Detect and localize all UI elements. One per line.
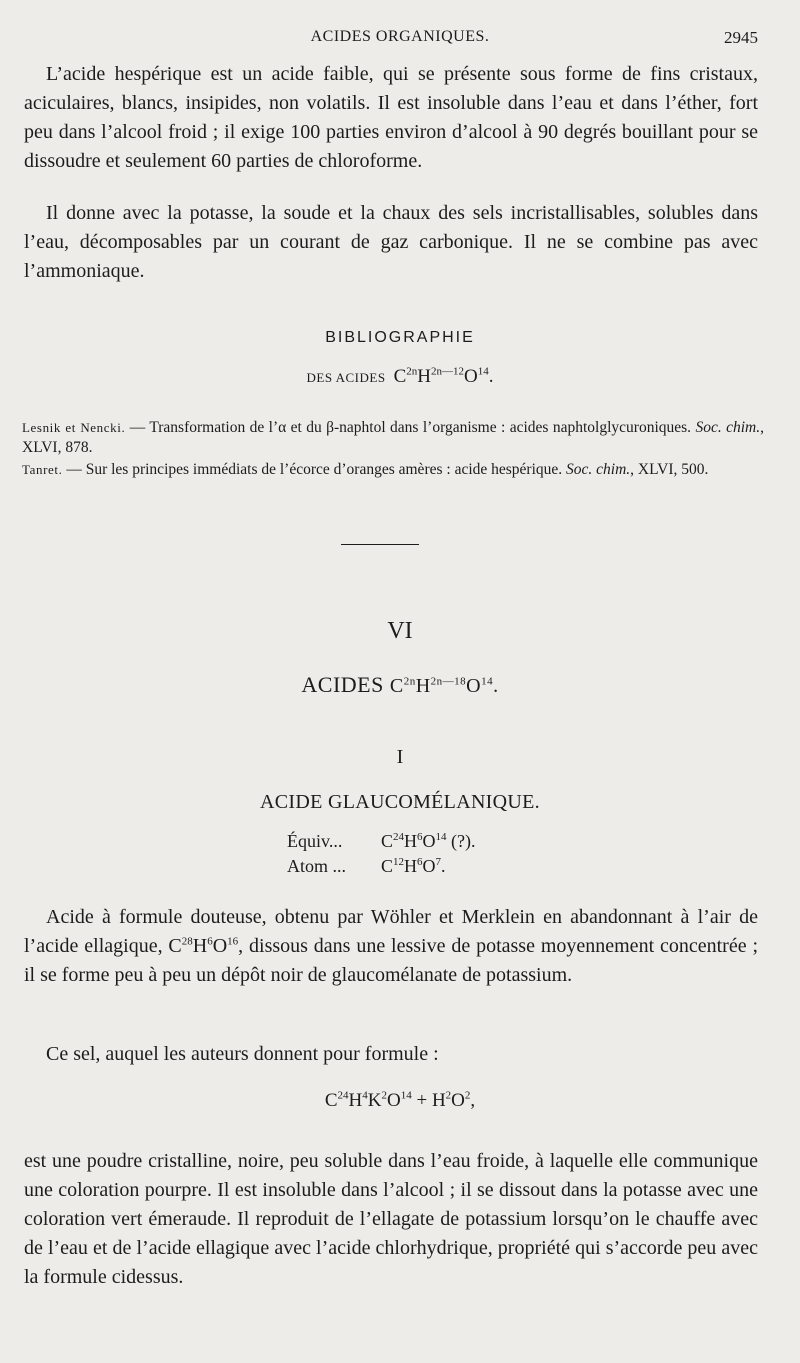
formula-row-atom: Atom ... $C^{12}H^6O^7$.	[287, 856, 446, 876]
chapter-formula: $C^{2n}H^{2n—18}O^{14}$.	[389, 675, 499, 697]
bibliography-entry: Tanret. — Sur les principes immédiats de l’écorce d’oranges amères : acide hespérique. Soc. chim., XLVI, 500.	[22, 461, 709, 478]
bibliography-author: Lesnik et Nencki.	[22, 420, 126, 435]
bibliography-heading: BIBLIOGRAPHIE	[325, 329, 475, 346]
running-title: ACIDES ORGANIQUES.	[310, 28, 490, 45]
section-divider	[341, 544, 419, 545]
paragraph-salt-intro: Ce sel, auquel les auteurs donnent pour formule :	[46, 1043, 439, 1065]
formula-row-equiv: Équiv... $C^{24}H^6O^{14}$ (?).	[287, 831, 476, 851]
chapter-numeral: VI	[387, 618, 413, 644]
bibliography-formula: $C^{2n}H^{2n—12}O^{14}$.	[393, 365, 494, 387]
journal-title: Soc. chim.	[695, 419, 761, 436]
paragraph-salt-properties: est une poudre cristalline, noire, peu soluble dans l’eau froide, à laquelle elle communique une coloration pourpre. Il est insoluble dans l’alcool ; il se dissout dans la potasse avec une coloration vert émeraude. Il reproduit de l’ellagate de potassium lorsqu’on le chauffe avec de l’eau et de l’acide ellagique avec l’acide chlorhydrique, propriété qui s’accorde peu avec la formule cidessus.	[24, 1150, 758, 1288]
bibliography-subheading	[0, 366, 800, 388]
chapter-title: ACIDES $C^{2n}H^{2n—18}O^{14}$.	[301, 672, 499, 697]
page-header	[0, 28, 800, 52]
bibliography-entry: Lesnik et Nencki. — Transformation de l’α et du β-naphtol dans l’organisme : acides naphtolglycuroniques. Soc. chim., XLVI, 878.	[22, 419, 764, 456]
salt-formula: $C^{24}H^4K^2O^{14} + H^2O^2$,	[324, 1089, 476, 1111]
paragraph-salts: Il donne avec la potasse, la soude et la chaux des sels incristallisables, solubles dans l’eau, décomposables par un courant de gaz carbonique. Il ne se combine pas avec l’ammoniaque.	[24, 202, 758, 282]
paragraph-origin: Acide à formule douteuse, obtenu par Wöhler et Merklein en abandonnant à l’air de l’acide ellagique, $C^{28}H^6O^{16}$, dissous dans une lessive de potasse moyennement concentrée ; il se forme peu à peu un dépôt noir de glaucomélanate de potassium.	[24, 906, 758, 986]
bibliography-author: Tanret.	[22, 462, 63, 477]
journal-title: Soc. chim.	[566, 461, 631, 478]
bibliography-sub-prefix: DES ACIDES	[306, 370, 386, 385]
page-number: 2945	[724, 28, 758, 47]
equivalent-formulas	[287, 829, 476, 879]
compound-title: ACIDE GLAUCOMÉLANIQUE.	[260, 791, 540, 813]
subsection-numeral: I	[396, 746, 404, 768]
paragraph-hesperique-properties: L’acide hespérique est un acide faible, qui se présente sous forme de fins cristaux, aciculaires, blancs, insipides, non volatils. Il est insoluble dans l’eau et dans l’éther, fort peu dans l’alcool froid ; il exige 100 parties environ d’alcool à 90 degrés bouillant pour se dissoudre et seulement 60 parties de chloroforme.	[24, 63, 758, 172]
